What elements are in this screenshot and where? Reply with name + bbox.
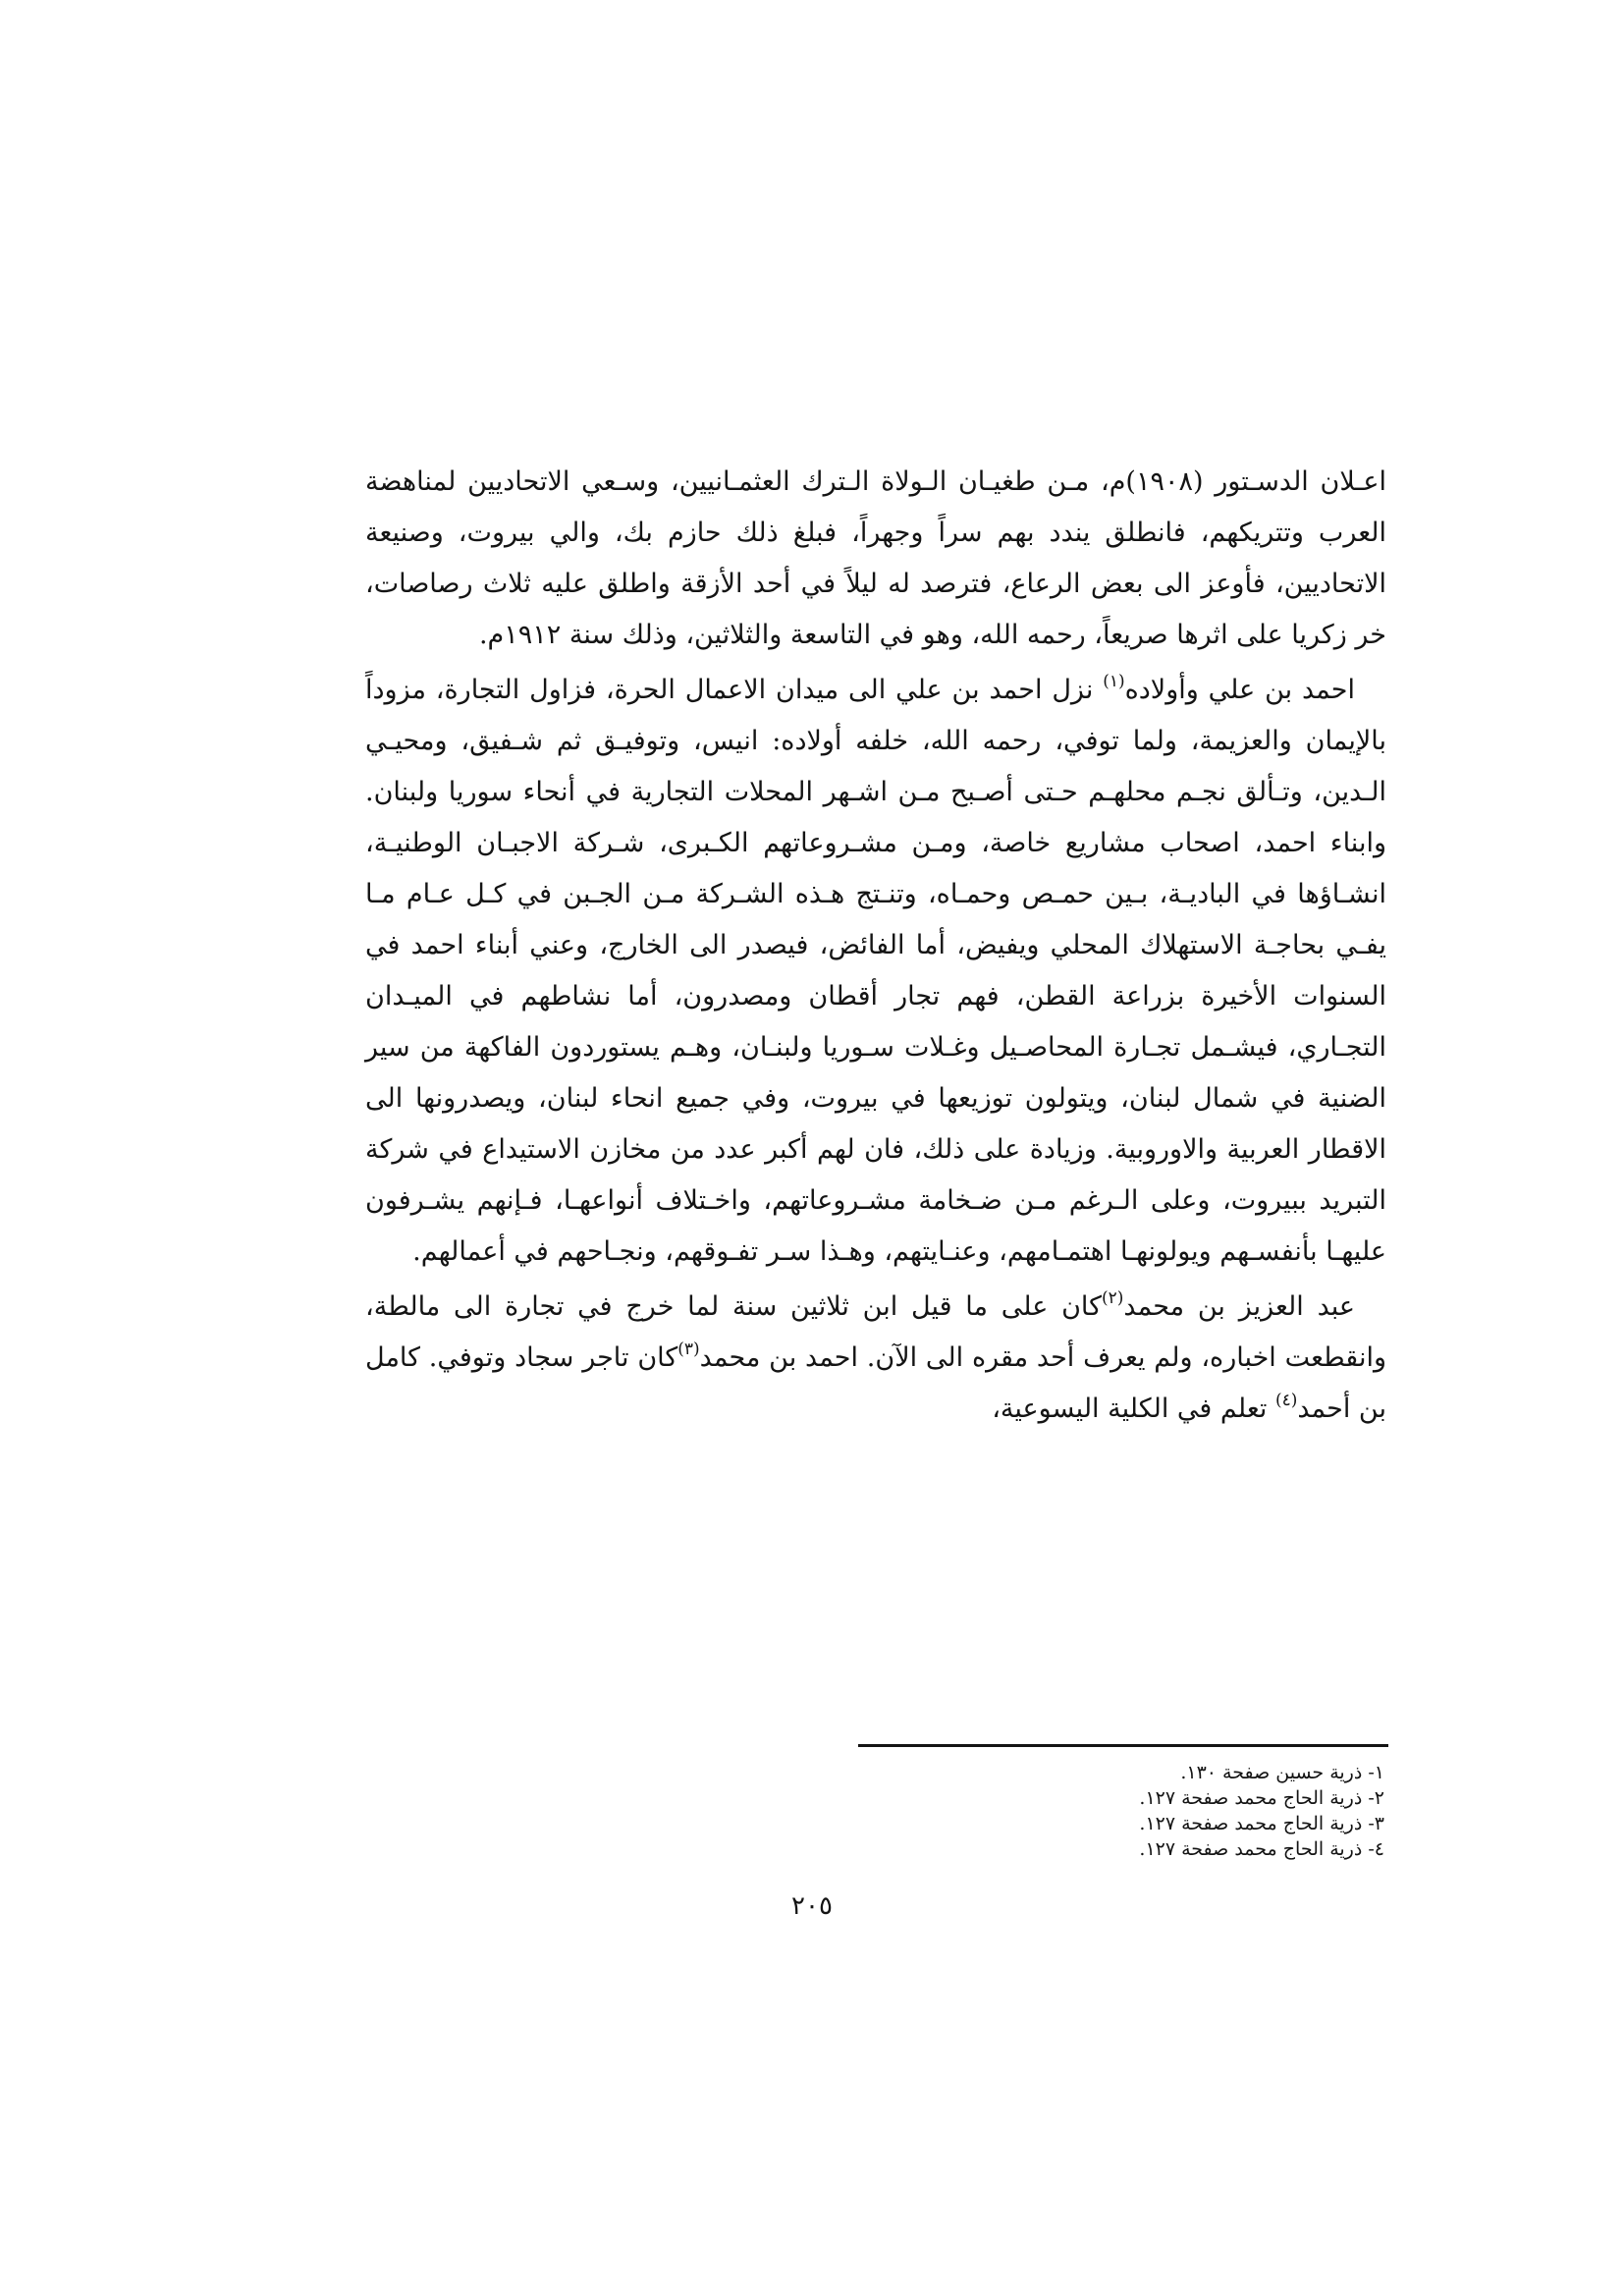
main-text <box>365 457 1386 1435</box>
footnote-ref-2: (٢) <box>1102 1288 1124 1308</box>
paragraph-2-start: احمد بن علي وأولاده <box>1124 675 1355 705</box>
footnotes <box>589 1760 1384 1862</box>
paragraph-3-mid-2: كان تاجر سجاد وتوفي. كامل بن أحمد <box>365 1342 1386 1424</box>
footnote-1: ١- ذرية حسين صفحة ١٣٠. <box>1180 1762 1384 1783</box>
footnote-3: ٣- ذرية الحاج محمد صفحة ١٢٧. <box>1139 1813 1384 1834</box>
paragraph-3-start: عبد العزيز بن محمد <box>1123 1291 1355 1322</box>
paragraph-3 <box>365 1282 1386 1435</box>
footnote-divider <box>858 1744 1388 1747</box>
footnote-2: ٢- ذرية الحاج محمد صفحة ١٢٧. <box>1139 1787 1384 1809</box>
paragraph-1: اعـلان الدسـتور (١٩٠٨)م، مـن طغيـان الـولاة الـترك العثمـانيين، وسـعي الاتحاديين لمناهضة العرب وتتريكهم، فانطلق يندد بهم سراً وجهراً، فبلغ ذلك حازم بك، والي بيروت، وصنيعة الاتحاديين، فأوعز الى بعض الرعاع، فترصد له ليلاً في أحد الأزقة واطلق عليه ثلاث رصاصات، خر زكريا على اثرها صريعاً، رحمه الله، وهو في التاسعة والثلاثين، وذلك سنة ١٩١٢م. <box>365 466 1387 650</box>
footnote-ref-1: (١) <box>1103 672 1125 691</box>
paragraph-2-rest: نزل احمد بن علي الى ميدان الاعمال الحرة، فزاول التجارة، مزوداً بالإيمان والعزيمة، ولما توفي، رحمه الله، خلفه أولاده: انيس، وتوفيـق ثم شـفيق، ومحيـي الـدين، وتـألق نجـم محلهـم حـتى أصـبح مـن اشـهر المحلات التجارية في أنحاء سوريا ولبنان. وابناء احمد، اصحاب مشاريع خاصة، ومـن مشـروعاتهم الكـبرى، شـركة الاجبـان الوطنيـة، انشـاؤها في الباديـة، بـين حمـص وحمـاه، وتنـتج هـذه الشـركة مـن الجـبن في كـل عـام مـا يفـي بحاجـة الاستهلاك المحلي ويفيض، أما الفائض، فيصدر الى الخارج، وعني أبناء احمد في السنوات الأخيرة بزراعة القطن، فهم تجار أقطان ومصدرون، أما نشاطهم في الميـدان التجـاري، فيشـمل تجـارة المحاصـيل وغـلات سـوريا ولبنـان، وهـم يستوردون الفاكهة من سير الضنية في شمال لبنان، ويتولون توزيعها في بيروت، وفي جميع انحاء لبنان، ويصدرونها الى الاقطار العربية والاوروبية. وزيادة على ذلك، فان لهم أكبر عدد من مخازن الاستيداع في شركة التبريد ببيروت، وعلى الـرغم مـن ضـخامة مشـروعاتهم، واخـتلاف أنواعهـا، فـإنهم يشـرفون عليهـا بأنفسـهم ويولونهـا اهتمـامهم، وعنـايتهم، وهـذا سـر تفـوقهم، ونجـاحهم في أعمالهم. <box>365 675 1386 1267</box>
paragraph-2 <box>365 665 1386 1278</box>
paragraph-3-end: تعلم في الكلية اليسوعية، <box>992 1394 1275 1424</box>
footnote-4: ٤- ذرية الحاج محمد صفحة ١٢٧. <box>1139 1838 1384 1860</box>
footnote-ref-3: (٣) <box>677 1339 700 1359</box>
footnote-ref-4: (٤) <box>1274 1391 1298 1410</box>
paragraph-3-mid-1: كان على ما قيل ابن ثلاثين سنة لما خرج في تجارة الى مالطة، وانقطعت اخباره، ولم يعرف أحد مقره الى الآن. احمد بن محمد <box>365 1291 1387 1373</box>
page-number: ٢٠٥ <box>791 1891 833 1921</box>
